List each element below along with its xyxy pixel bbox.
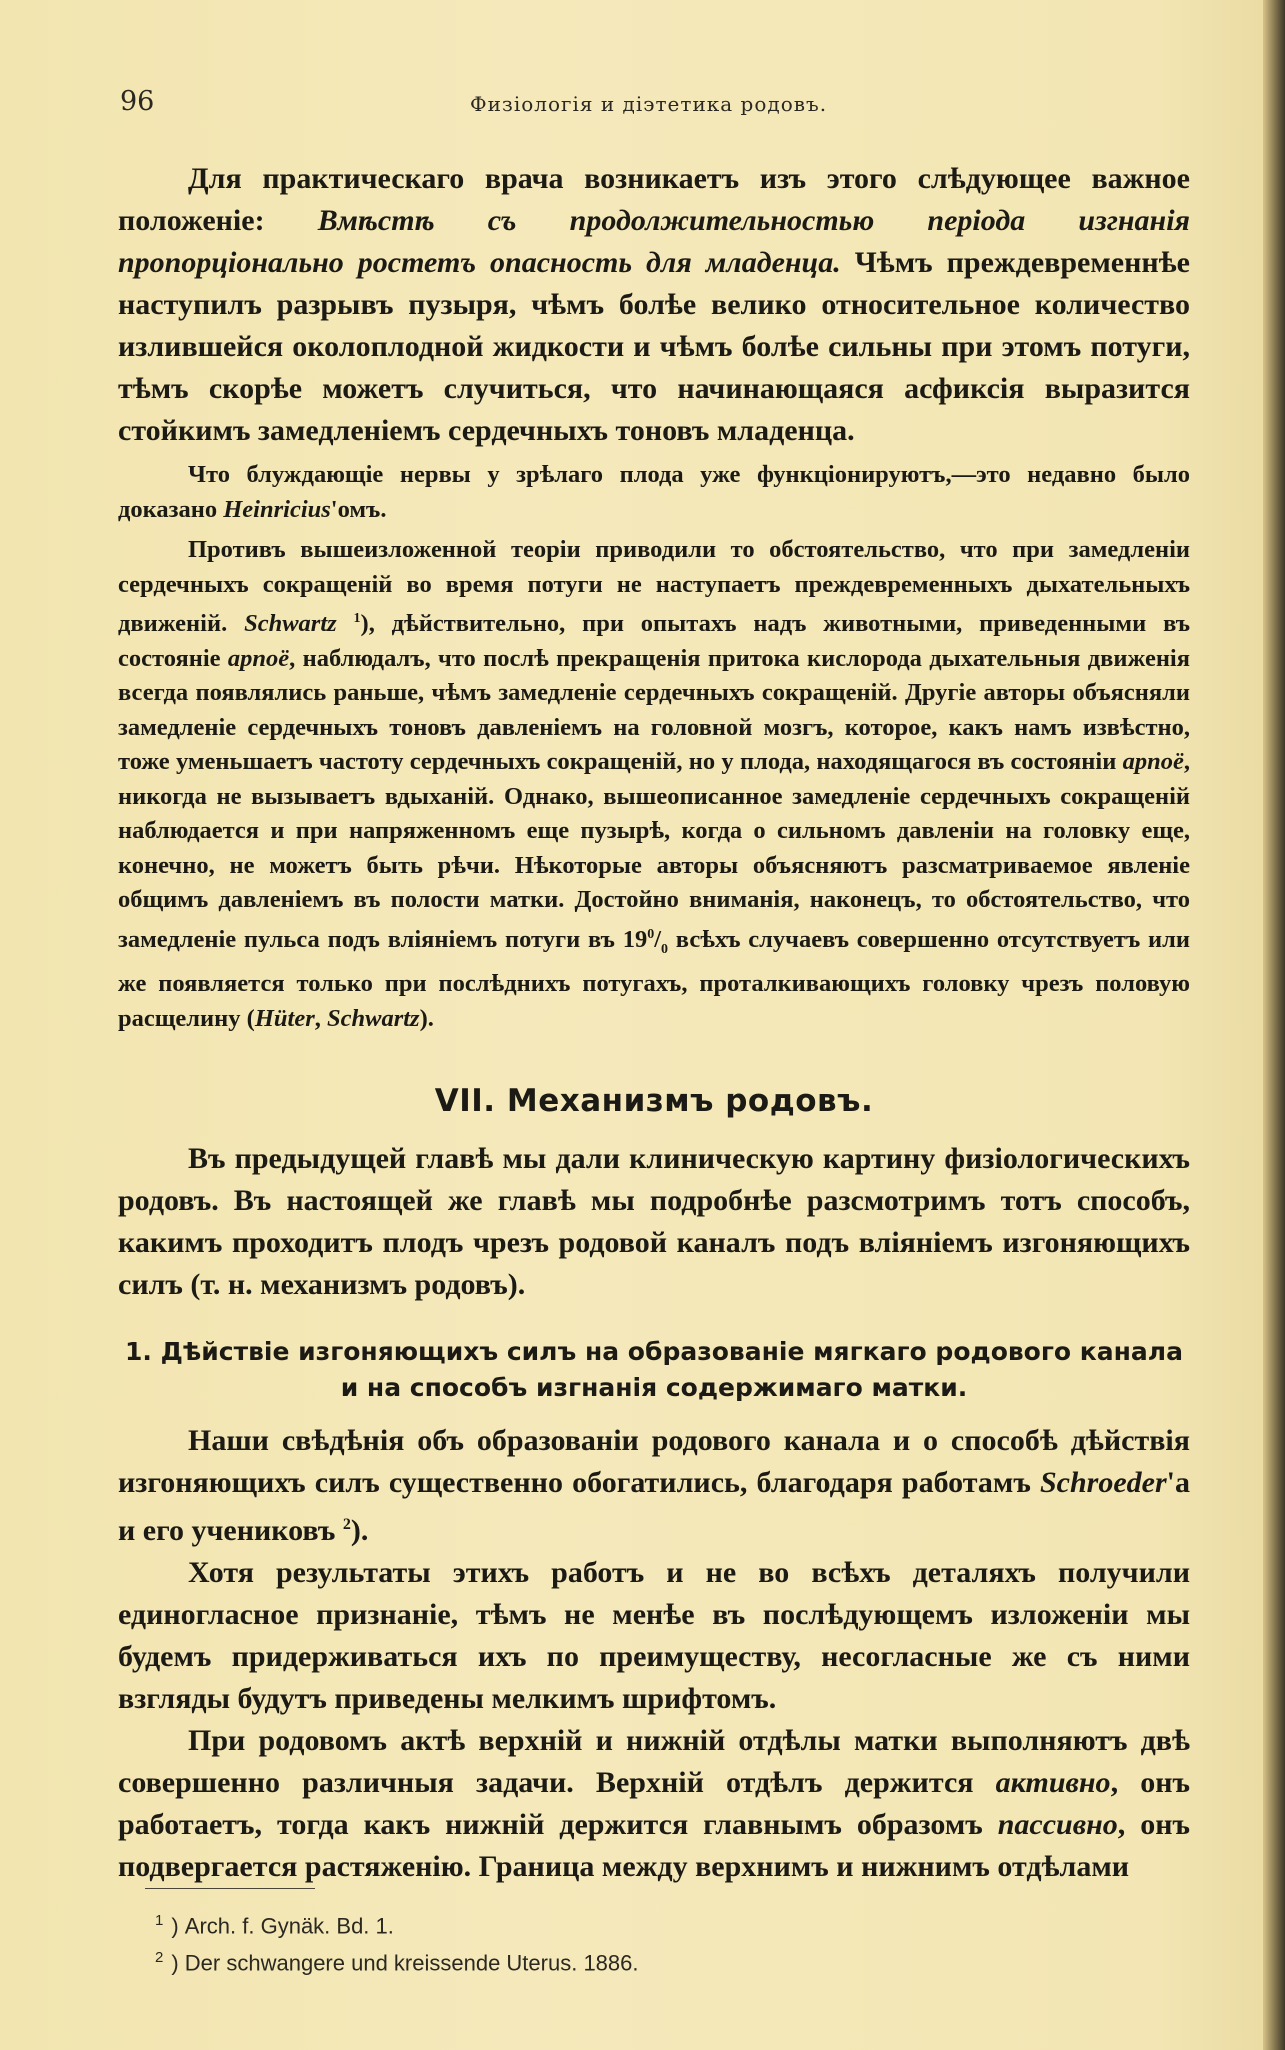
small-print-text: , [314, 1004, 327, 1032]
paragraph-results: Хотя результаты этихъ работъ и не во всѣхъ деталяхъ получили единогласное признаніе, тѣмъ не менѣе въ послѣдующемъ изложеніи мы будемъ придерживаться ихъ по преимуществу, несогласные же съ ними взгляды будутъ приведены мелкимъ шрифтомъ. [118, 1556, 1190, 1715]
small-print-text: ). [419, 1004, 434, 1032]
footnote-ref: 1 [353, 611, 361, 626]
small-print-text: ), дѣйствительно, при опытахъ надъ животными, приведенными въ состояніе [118, 610, 1190, 672]
footnote-mark: 1 [155, 1912, 164, 1929]
paragraph-text: 'а и его учениковъ [118, 1466, 1190, 1547]
paragraph-text: При родовомъ актѣ верхній и нижній отдѣлы матки выполняютъ двѣ совершенно различныя задачи. Верхній отдѣлъ держится [118, 1724, 1190, 1799]
emphasis-passive: пассивно [997, 1808, 1118, 1841]
small-print-text: всѣхъ случаевъ совершенно отсутствуетъ или же появляется только при послѣднихъ потугахъ, проталкивающихъ головку чрезъ половую расщелину ( [118, 925, 1191, 1032]
emphasis-thesis: Вмѣстѣ съ продолжительностью періода изгнанія пропорціонально ростетъ опасность для младенца. [118, 204, 1190, 279]
chapter-heading: VII. Механизмъ родовъ. [434, 1083, 874, 1119]
term-apnoe: apnoë [227, 644, 290, 672]
subsection-heading-line: 1. Дѣйствіе изгоняющихъ силъ на образованіе мягкаго родового канала [125, 1337, 1183, 1366]
footnote-ref: 2 [342, 1516, 351, 1533]
small-print-vagus [118, 458, 1190, 527]
small-print-text: , наблюдалъ, что послѣ прекращенія притока кислорода дыхательныя движенія всегда появлялись раньше, чѣмъ замедленіе сердечныхъ сокращеній. Другіе авторы объясняли замедленіе сердечныхъ тоновъ давленіемъ на головной мозгъ, которое, какъ намъ извѣстно, тоже уменьшаетъ частоту сердечныхъ сокращеній, но у плода, находящагося въ состояніи [118, 644, 1190, 776]
subsection-heading-line: и на способъ изгнанія содержимаго матки. [340, 1373, 968, 1402]
paragraph-uterus-sections [118, 1720, 1190, 1888]
small-print-theory: Противъ вышеизложенной теоріи приводили то обстоятельство, что при замедленіи сердечныхъ сокращеній во время потуги не наступаетъ преждевременныхъ дыхательныхъ движеній. Schwartz $^1$), дѣйствительно, при опытахъ надъ животными, приведенными въ состояніе apnoë, наблюдалъ, что послѣ прекращенія притока кислорода дыхательныя движенія всегда появлялись раньше, чѣмъ замедленіе сердечныхъ сокращеній. Другіе авторы объясняли замедленіе сердечныхъ тоновъ давленіемъ на головной мозгъ, которое, какъ намъ извѣстно, тоже уменьшаетъ частоту сердечныхъ сокращеній, но у плода, находящагося въ состояніи apnoë, никогда не вызываетъ вдыханій. Однако, вышеописанное замедленіе сердечныхъ сокращеній наблюдается и при напряженномъ еще пузырѣ, когда о сильномъ давленіи на головку еще, конечно, не можетъ быть рѣчи. Нѣкоторые авторы объясняютъ разсматриваемое явленіе общимъ давленіемъ въ полости матки. Достойно вниманія, наконецъ, то обстоятельство, что замедленіе пульса подъ вліяніемъ потуги въ $19^0/_0$ всѣхъ случаевъ совершенно отсутствуетъ или же появляется только при послѣднихъ потугахъ, проталкивающихъ головку чрезъ половую расщелину (Hüter, Schwartz). [118, 536, 1191, 1032]
paragraph-schroeder [118, 1420, 1190, 1552]
footnotes [155, 1905, 1055, 1980]
author-name: Schwartz [326, 1004, 420, 1032]
subsection-body [118, 1420, 1190, 1888]
author-name: Schroeder [1039, 1466, 1167, 1499]
paragraph-lead: Для практическаго врача возникаетъ изъ этого слѣдующее важное положеніе: [118, 162, 1190, 237]
emphasis-active: активно [995, 1766, 1111, 1799]
paragraph-text: , онъ подвергается растяженію. Граница между верхнимъ и нижнимъ отдѣлами [118, 1808, 1190, 1883]
page-number: 96 [120, 86, 155, 117]
footnote-divider [145, 1888, 315, 1889]
page-edge-shadow [1263, 0, 1285, 2050]
author-name: Schwartz [244, 610, 337, 638]
footnote-text: Der schwangere und kreissende Uterus. 1886. [184, 1950, 639, 1976]
small-print-text: Противъ вышеизложенной теоріи приводили то обстоятельство, что при замедленіи сердечныхъ сокращеній во время потуги не наступаетъ преждевременныхъ дыхательныхъ движеній. [118, 536, 1190, 638]
small-print-text: Что блуждающіе нервы у зрѣлаго плода уже функціонируютъ,—это недавно было доказано [118, 461, 1190, 523]
paragraph-text: ). [350, 1514, 369, 1547]
subsection-heading [118, 1334, 1190, 1406]
chapter-intro [118, 1138, 1190, 1306]
running-head [120, 86, 1195, 126]
chapter-paragraph: Въ предыдущей главѣ мы дали клиническую картину физіологическихъ родовъ. Въ настоящей же главѣ мы подробнѣе разсмотримъ тотъ способъ, какимъ проходитъ плодъ чрезъ родовой каналъ подъ вліяніемъ изгоняющихъ силъ (т. н. механизмъ родовъ). [118, 1142, 1190, 1301]
author-name: Hüter [254, 1004, 315, 1032]
paragraph-text: , онъ работаетъ, тогда какъ нижній держится главнымъ образомъ [118, 1766, 1191, 1841]
intro-section [118, 158, 1190, 1036]
footnote: $^1$ ) Arch. f. Gynäk. Bd. 1. [155, 1912, 394, 1939]
footnote-text: Arch. f. Gynäk. Bd. 1. [184, 1913, 394, 1939]
term-apnoe: apnoë [1122, 748, 1184, 776]
footnote: $^2$ ) Der schwangere und kreissende Uterus. 1886. [155, 1949, 639, 1976]
small-print-text: 'омъ. [330, 495, 387, 523]
paragraph-danger [118, 158, 1190, 452]
small-print-text: , никогда не вызываетъ вдыханій. Однако, вышеописанное замедленіе сердечныхъ сокращеній наблюдается и при напряженномъ еще пузырѣ, когда о сильномъ давленіи на головку еще, конечно, не можетъ быть рѣчи. Нѣкоторые авторы объясняютъ разсматриваемое явленіе общимъ давленіемъ въ полости матки. Достойно вниманія, наконецъ, то обстоятельство, что замедленіе пульса подъ вліяніемъ потуги въ 19 [118, 748, 1190, 953]
author-name: Heinricius [223, 495, 331, 523]
running-title: Физіологія и діэтетика родовъ. [470, 92, 828, 116]
paragraph-text: Наши свѣдѣнія объ образованіи родового канала и о способѣ дѣйствія изгоняющихъ силъ существенно обогатились, благодаря работамъ [118, 1424, 1190, 1499]
paragraph-tail: Чѣмъ преждевременнѣе наступилъ разрывъ пузыря, чѣмъ болѣе велико относительное количество излившейся околоплодной жидкости и чѣмъ болѣе сильны при этомъ потуги, тѣмъ скорѣе можетъ случиться, что начинающаяся асфиксія выразится стойкимъ замедленіемъ сердечныхъ тоновъ младенца. [118, 246, 1190, 447]
footnote-mark: 2 [155, 1949, 164, 1967]
